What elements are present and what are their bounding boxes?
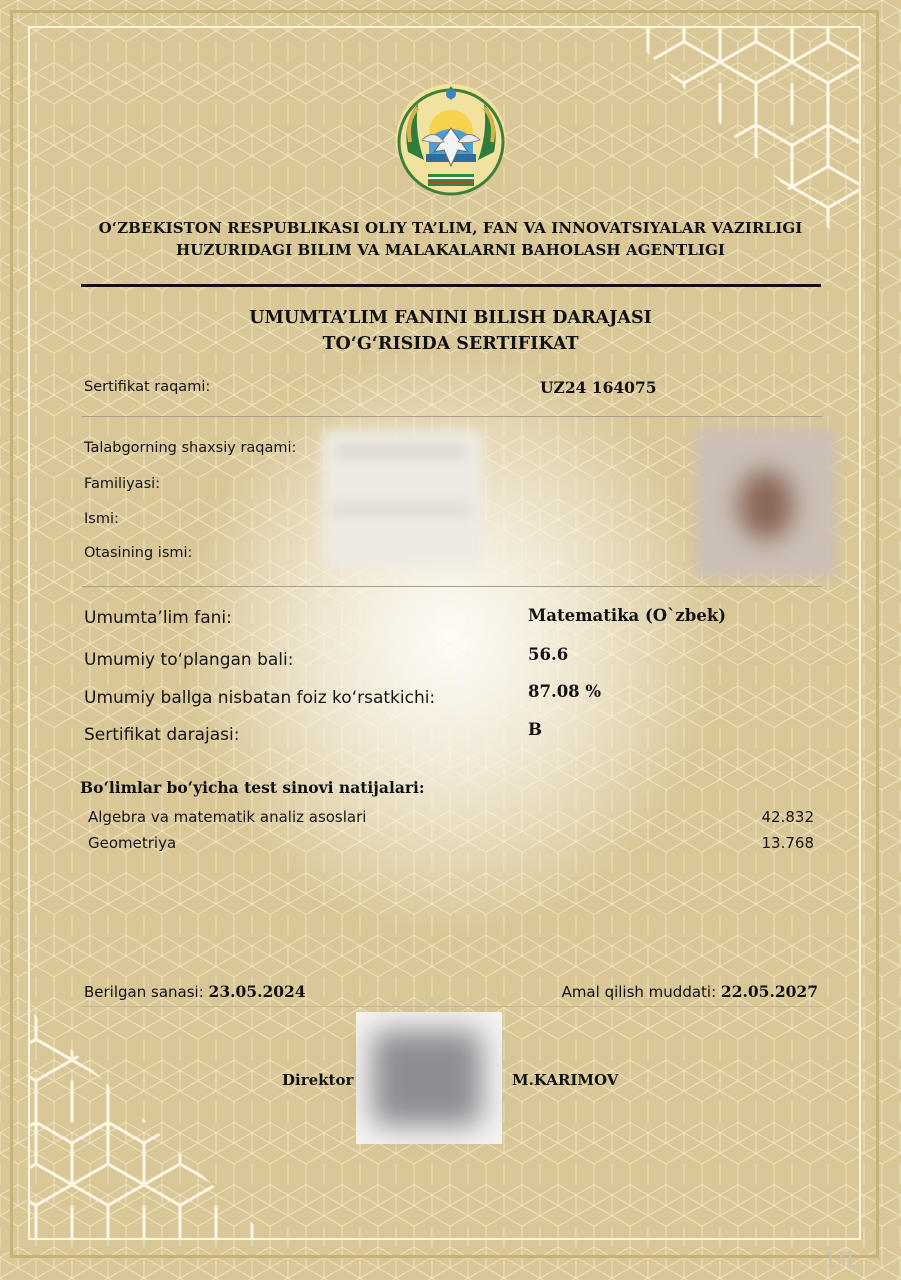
page-indicator: 1/1 [824, 1248, 857, 1272]
certificate-title-line1: UMUMTA’LIM FANINI BILISH DARAJASI [249, 308, 652, 328]
ministry-line: O‘ZBEKISTON RESPUBLIKASI OLIY TA’LIM, FAN VA INNOVATSIYALAR VAZIRLIGI [98, 219, 803, 237]
surname-label: Familiyasi: [84, 476, 161, 492]
subject-label: Umumta’lim fani: [84, 608, 232, 628]
agency-line: HUZURIDAGI BILIM VA MALAKALARNI BAHOLASH AGENTLIGI [175, 241, 726, 259]
valid-until-value: 22.05.2027 [720, 982, 818, 1001]
certificate-number-value: UZ24 164075 [540, 378, 657, 397]
subject-value: Matematika (O`zbek) [528, 606, 727, 625]
director-role: Direktor [282, 1071, 354, 1089]
divider-1 [82, 416, 822, 417]
redacted-line [336, 446, 466, 456]
patronymic-label: Otasining ismi: [84, 545, 193, 561]
section-name: Geometriya [88, 834, 177, 852]
percent-label: Umumiy ballga nisbatan foiz ko‘rsatkichi: [84, 688, 436, 708]
name-label: Ismi: [84, 511, 119, 527]
divider-2 [82, 586, 822, 587]
redacted-photo-center [738, 470, 794, 540]
grade-label: Sertifikat darajasi: [84, 725, 240, 745]
score-label: Umumiy to‘plangan bali: [84, 650, 294, 670]
score-value: 56.6 [528, 645, 569, 664]
percent-value: 87.08 % [528, 682, 602, 701]
certificate-title-line2: TO‘G‘RISIDA SERTIFIKAT [322, 334, 579, 354]
certificate-number-label: Sertifikat raqami: [84, 379, 211, 395]
header-divider [81, 284, 821, 287]
director-name: M.KARIMOV [512, 1071, 619, 1089]
issued-date-value: 23.05.2024 [208, 982, 306, 1001]
valid-until-label: Amal qilish muddati: [561, 983, 717, 1001]
section-name: Algebra va matematik analiz asoslari [88, 808, 367, 826]
grade-value: B [528, 720, 542, 739]
issued-date [84, 982, 306, 1001]
section-score: 13.768 [761, 834, 814, 852]
redacted-signature [372, 1030, 482, 1126]
sections-heading: Bo‘limlar bo‘yicha test sinovi natijalari: [80, 778, 425, 797]
state-emblem-icon [394, 82, 508, 196]
valid-until-date [520, 982, 818, 1001]
personal-id-label: Talabgorning shaxsiy raqami: [84, 440, 297, 456]
divider-3 [82, 1006, 822, 1007]
issued-date-label: Berilgan sanasi: [84, 983, 204, 1001]
redacted-line [330, 505, 470, 515]
section-score: 42.832 [761, 808, 814, 826]
